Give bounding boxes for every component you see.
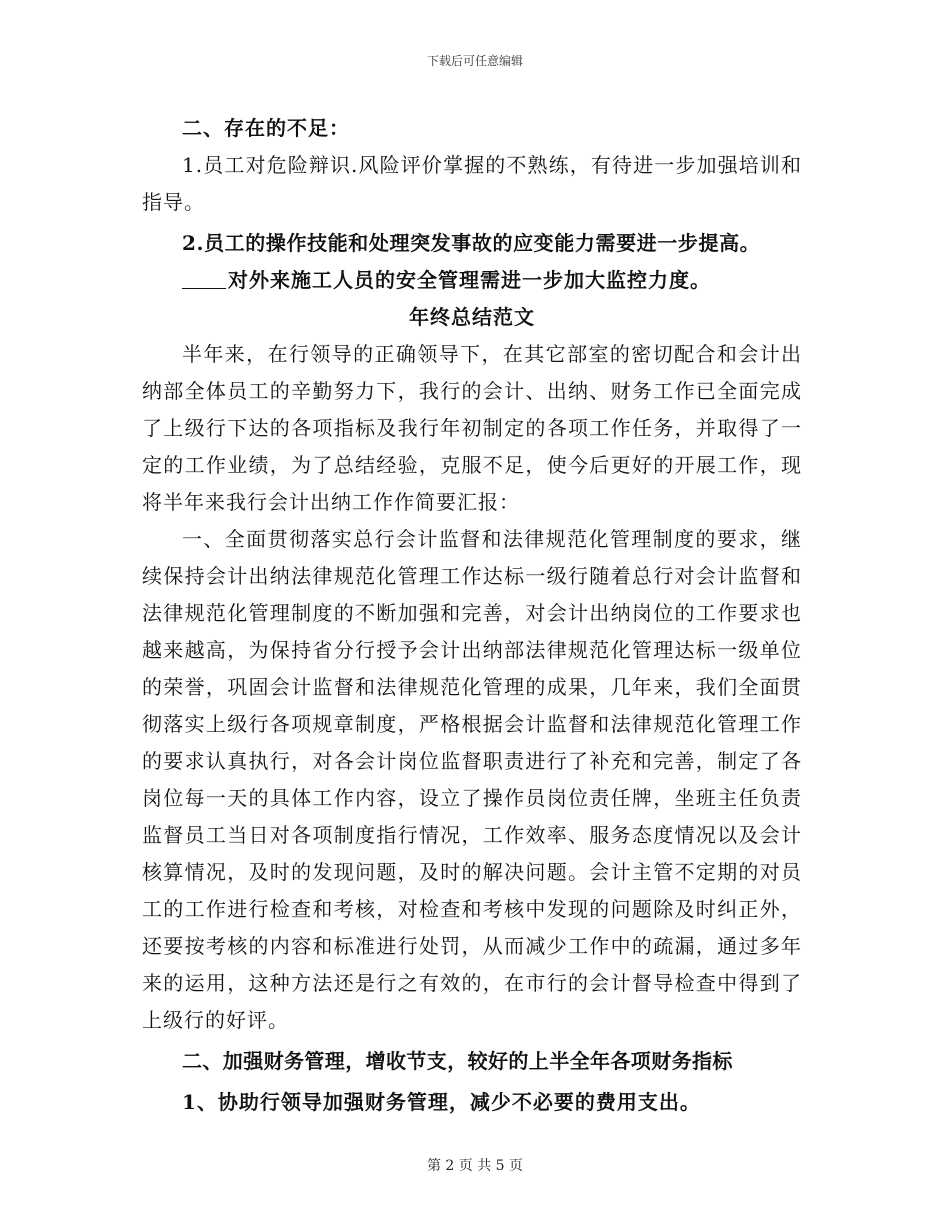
paragraph-item-1: 1.员工对危险辩识.风险评价掌握的不熟练，有待进一步加强培训和指导。 [142, 153, 802, 214]
paragraph-section-1: 一、全面贯彻落实总行会计监督和法律规范化管理制度的要求，继续保持会计出纳法律规范化管理工作达标一级行随着总行对会计监督和法律规范化管理制度的不断加强和完善，对会计出纳岗位的工作要求也越来越高，为保持省分行授予会计出纳部法律规范化管理达标一级单位的荣誉，巩固会计监督和法律规范化管理的成果，几年来，我们全面贯彻落实上级行各项规章制度，严格根据会计监督和法律规范化管理工作的要求认真执行，对各会计岗位监督职责进行了补充和完善，制定了各岗位每一天的具体工作内容，设立了操作员岗位责任牌，坐班主任负责监督员工当日对各项制度指行情况，工作效率、服务态度情况以及会计核算情况，及时的发现问题，及时的解决问题。会计主管不定期的对员工的工作进行检查和考核，对检查和考核中发现的问题除及时纠正外，还要按考核的内容和标准进行处罚，从而减少工作中的疏漏，通过多年来的运用，这种方法还是行之有效的，在市行的会计督导检查中得到了上级行的好评。 [142, 527, 802, 1032]
paragraph-item-3 [142, 262, 802, 299]
document-body [142, 110, 802, 1121]
section-heading-finance: 二、加强财务管理，增收节支，较好的上半全年各项财务指标 [182, 1049, 733, 1073]
page-footer: 第 2 页 共 5 页 [426, 1158, 524, 1174]
paragraph-item-3-text: 对外来施工人员的安全管理需进一步加大监控力度。 [228, 268, 711, 292]
paragraph-intro: 半年来，在行领导的正确领导下，在其它部室的密切配合和会计出纳部全体员工的辛勤努力下，我行的会计、出纳、财务工作已全面完成了上级行下达的各项指标及我行年初制定的各项工作任务，并取得了一定的工作业绩，为了总结经验，克服不足，使今后更好的开展工作，现将半年来我行会计出纳工作作简要汇报： [142, 342, 802, 514]
document-title: 年终总结范文 [409, 305, 535, 329]
paragraph-item-2: 2.员工的操作技能和处理突发事故的应变能力需要进一步提高。 [182, 231, 761, 255]
fill-blank-line [182, 266, 226, 289]
page-header: 下载后可任意编辑 [426, 54, 523, 68]
section-heading-shortcomings: 二、存在的不足： [182, 116, 350, 140]
paragraph-finance-item-1: 1、协助行领导加强财务管理，减少不必要的费用支出。 [182, 1090, 701, 1114]
